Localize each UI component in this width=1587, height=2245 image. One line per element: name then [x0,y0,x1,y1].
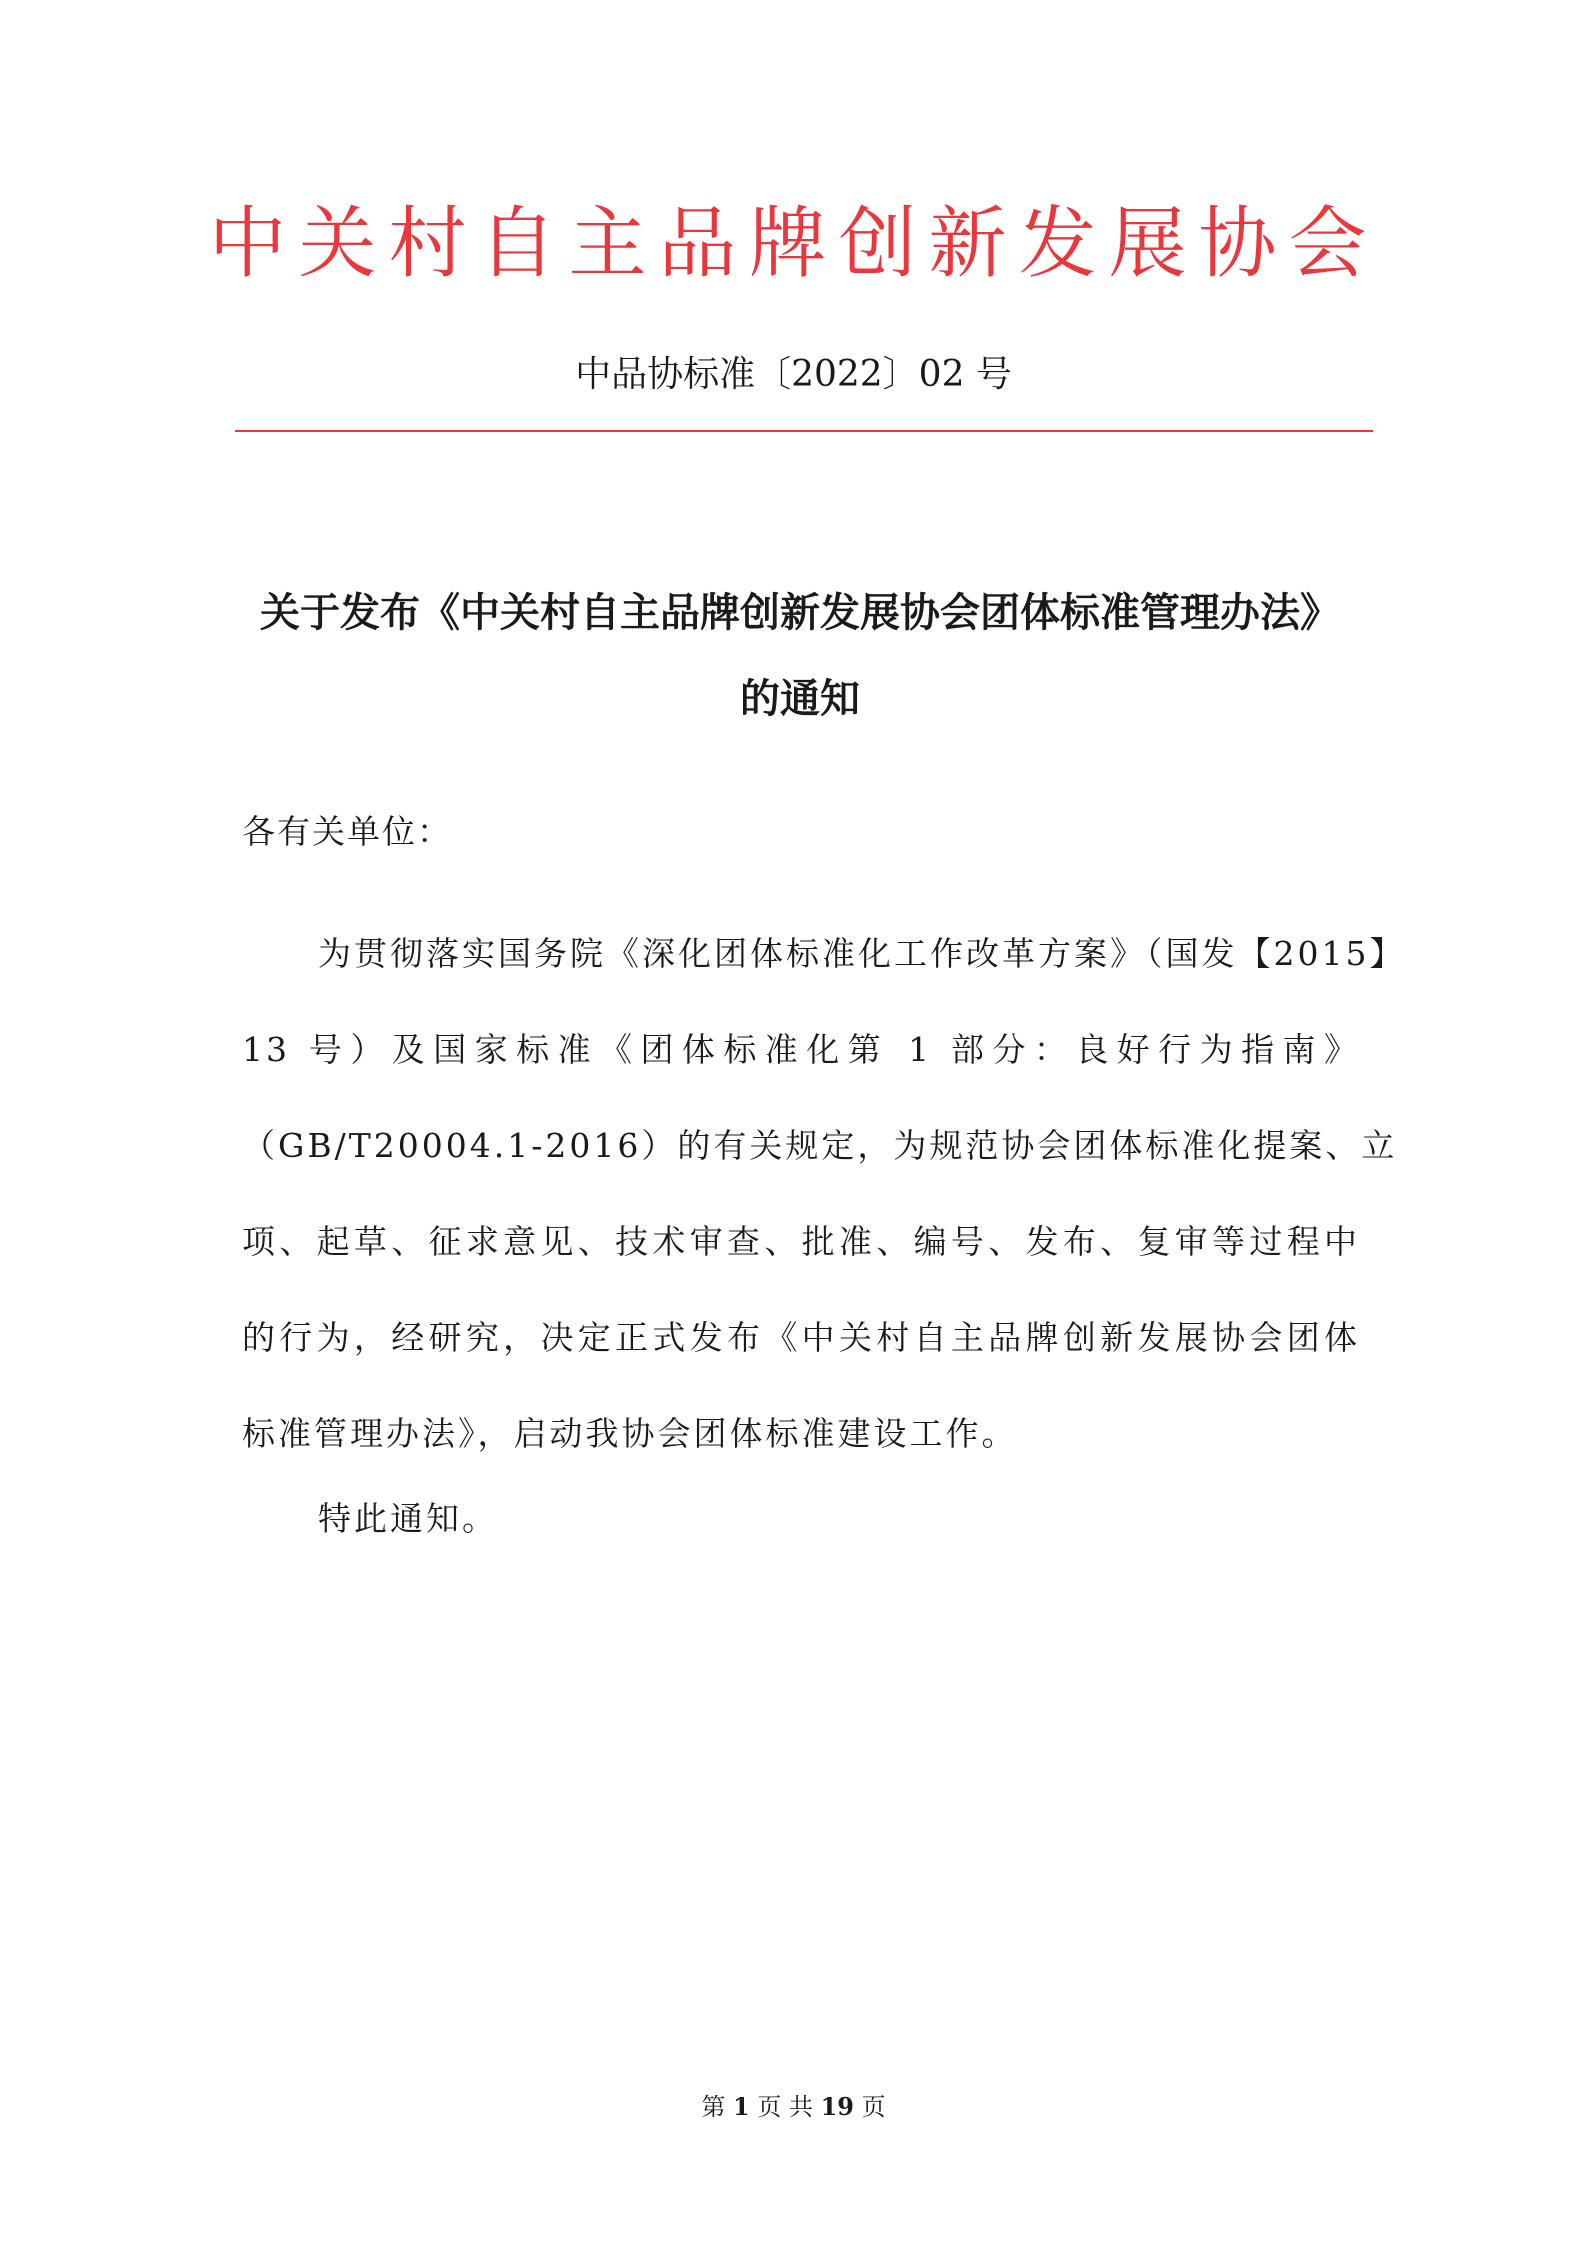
current-page-number: 1 [732,2092,750,2121]
paragraph-line: （GB/T20004.1-2016）的有关规定，为规范协会团体标准化提案、立 [242,1126,1398,1165]
footer-middle: 页 共 [757,2093,813,2121]
notice-title-line: 关于发布《中关村自主品牌创新发展协会团体标准管理办法》 [260,589,1340,636]
footer-prefix: 第 [701,2093,726,2121]
salutation: 各有关单位： [242,812,452,851]
paragraph-line: 标准管理办法》，启动我协会团体标准建设工作。 [242,1414,1018,1453]
closing-remark: 特此通知。 [318,1499,498,1538]
paragraph-line: 为贯彻落实国务院《深化团体标准化工作改革方案》（国发【2015】 [318,934,1406,973]
red-divider-line [235,430,1373,432]
total-page-number: 19 [820,2092,855,2121]
body-paragraph [242,906,1406,1482]
document-number: 中品协标准〔2022〕02 号 [575,354,1012,395]
organization-name-header: 中关村自主品牌创新发展协会 [208,199,1379,289]
footer-suffix: 页 [861,2093,886,2121]
paragraph-line: 的行为，经研究，决定正式发布《中关村自主品牌创新发展协会团体 [242,1318,1360,1357]
paragraph-line: 13 号）及国家标准《团体标准化第 1 部分：良好行为指南》 [242,1030,1360,1069]
page-footer [0,2092,1587,2122]
notice-title-line: 的通知 [740,675,860,722]
paragraph-line: 项、起草、征求意见、技术审查、批准、编号、发布、复审等过程中 [242,1222,1360,1261]
notice-title [235,570,1365,742]
